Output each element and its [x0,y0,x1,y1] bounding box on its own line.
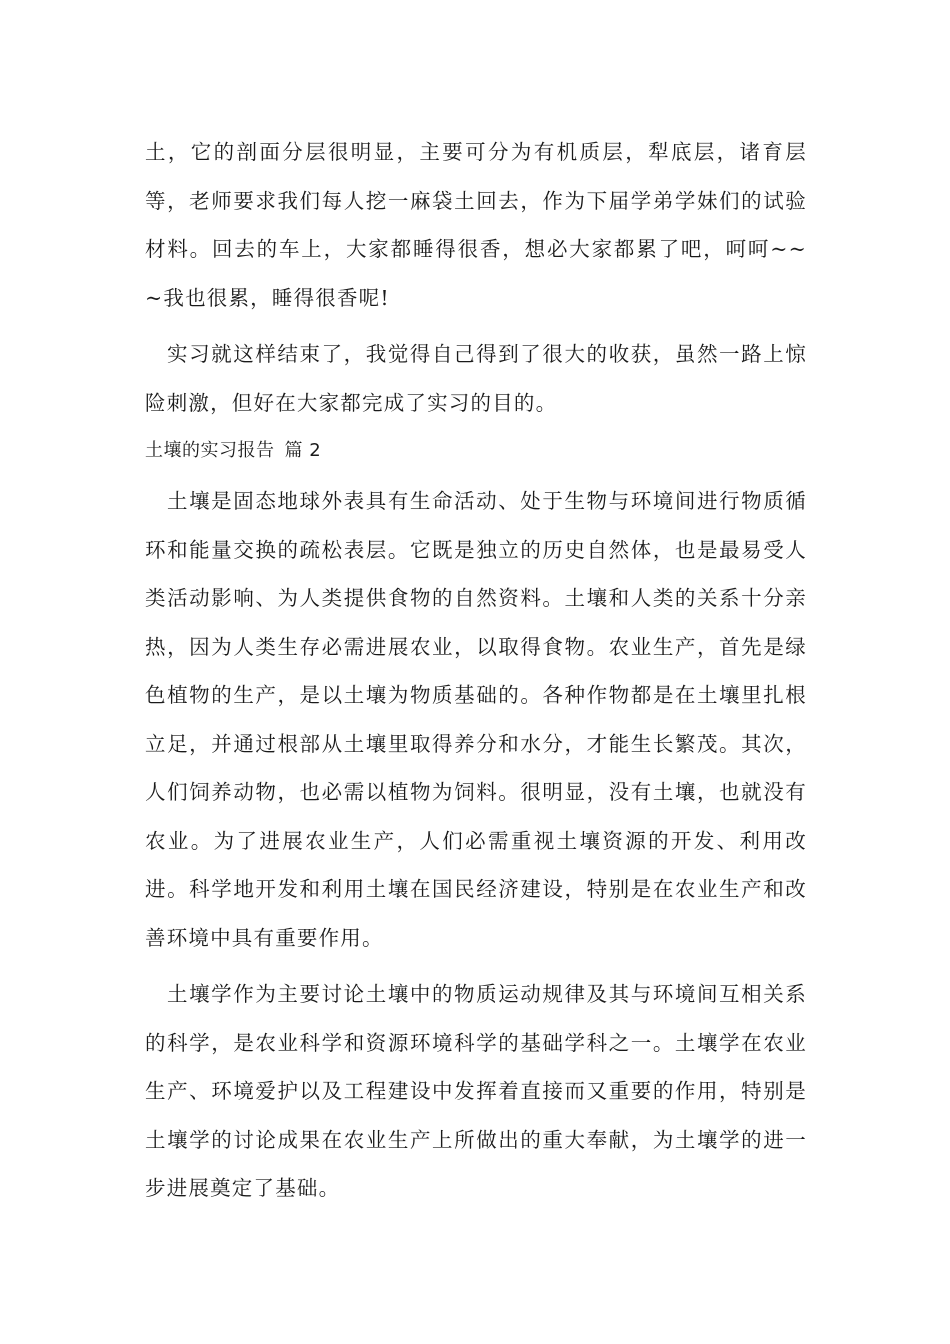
section-heading-part: 篇 2 [284,440,322,461]
paragraph-soil-profile: 土，它的剖面分层很明显，主要可分为有机质层，犁底层，诸育层等，老师要求我们每人挖一麻袋土回去，作为下届学弟学妹们的试验材料。回去的车上，大家都睡得很香，想必大家都累了吧，呵呵~~~我也很累，睡得很香呢! [145,140,807,310]
document-body [145,128,807,1213]
paragraph-internship-conclusion: 实习就这样结束了，我觉得自己得到了很大的收获，虽然一路上惊险刺激，但好在大家都完成了实习的目的。 [145,342,807,415]
paragraph-soil-science: 土壤学作为主要讨论土壤中的物质运动规律及其与环境间互相关系的科学，是农业科学和资源环境科学的基础学科之一。土壤学在农业生产、环境爱护以及工程建设中发挥着直接而又重要的作用，特别是土壤学的讨论成果在农业生产上所做出的重大奉献，为土壤学的进一步进展奠定了基础。 [145,982,807,1200]
section-heading-title: 土壤的实习报告 [145,440,275,461]
section-heading [145,427,807,475]
paragraph-soil-definition: 土壤是固态地球外表具有生命活动、处于生物与环境间进行物质循环和能量交换的疏松表层。它既是独立的历史自然体，也是最易受人类活动影响、为人类提供食物的自然资料。土壤和人类的关系十分亲热，因为人类生存必需进展农业，以取得食物。农业生产，首先是绿色植物的生产，是以土壤为物质基础的。各种作物都是在土壤里扎根立足，并通过根部从土壤里取得养分和水分，才能生长繁茂。其次，人们饲养动物，也必需以植物为饲料。很明显，没有土壤，也就没有农业。为了进展农业生产，人们必需重视土壤资源的开发、利用改进。科学地开发和利用土壤在国民经济建设，特别是在农业生产和改善环境中具有重要作用。 [145,489,807,950]
